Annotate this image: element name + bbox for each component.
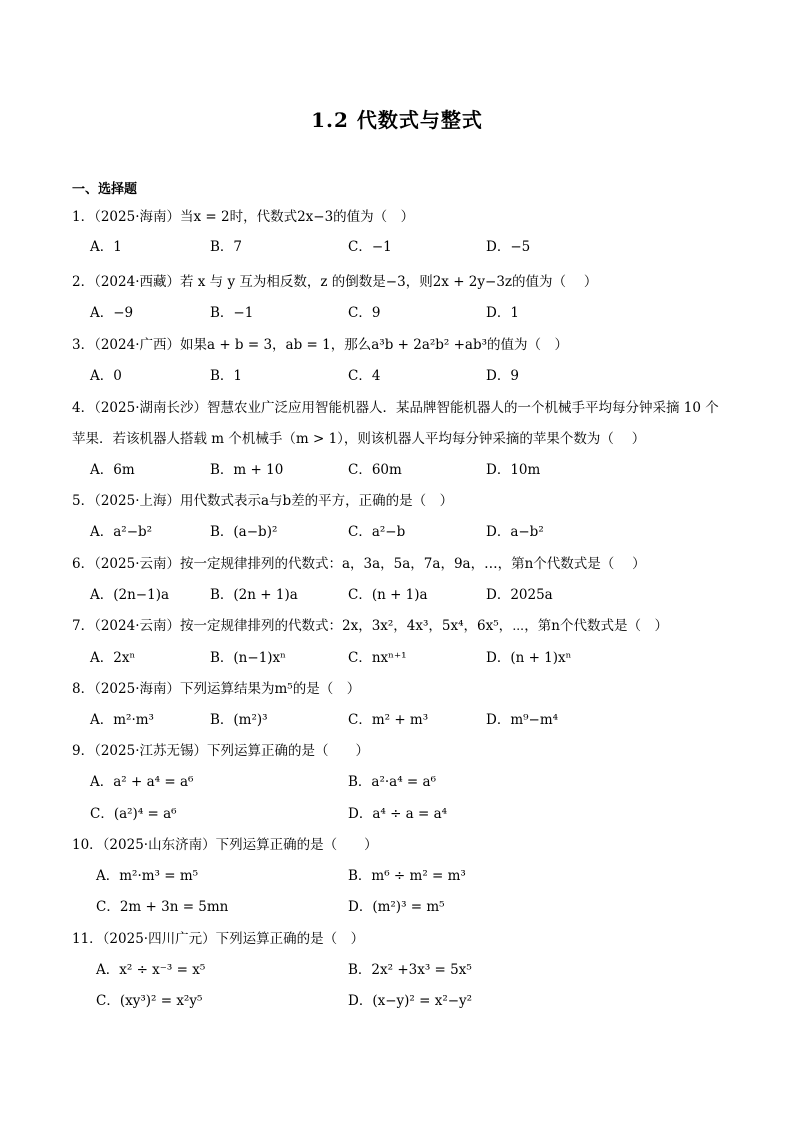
question-3-option-c: C．4	[348, 368, 381, 384]
question-3-option-b: B．1	[210, 368, 243, 384]
question-10-option-d: D．(m²)³ = m⁵	[348, 899, 445, 915]
question-11-option-b: B．2x² +3x³ = 5x⁵	[348, 962, 472, 978]
question-10-option-b: B．m⁶ ÷ m² = m³	[348, 868, 466, 884]
question-4-stem: 4．（2025·湖南长沙）智慧农业广泛应用智能机器人．某品牌智能机器人的一个机械手平均每分钟采摘 10 个	[72, 400, 719, 416]
question-10-option-c: C．2m + 3n = 5mn	[96, 899, 229, 915]
question-5-option-d: D．a−b²	[486, 524, 544, 540]
question-5-option-c: C．a²−b	[348, 524, 406, 540]
question-9-option-d: D．a⁴ ÷ a = a⁴	[348, 806, 448, 822]
question-7-option-c: C．nxⁿ⁺¹	[348, 650, 407, 666]
question-1-option-c: C．−1	[348, 239, 392, 255]
question-5-stem: 5．（2025·上海）用代数式表示a与b差的平方，正确的是（ ）	[72, 493, 454, 509]
question-9-option-c: C．(a²)⁴ = a⁶	[90, 806, 177, 822]
question-4-option-d: D．10m	[486, 462, 541, 478]
question-2-option-a: A．−9	[90, 305, 134, 321]
question-3-option-a: A．0	[90, 368, 122, 384]
question-4-stem-continued: 苹果．若该机器人搭载 m 个机械手（m > 1），则该机器人平均每分钟采摘的苹果个数为（ ）	[72, 431, 646, 447]
question-3-option-d: D．9	[486, 368, 519, 384]
question-3-stem: 3．（2024·广西）如果a + b = 3，ab = 1，那么a³b + 2a²b² +ab³的值为（ ）	[72, 337, 569, 353]
question-6-option-b: B．(2n + 1)a	[210, 587, 298, 603]
section-heading: 一、选择题	[72, 182, 138, 197]
question-9-option-b: B．a²·a⁴ = a⁶	[348, 774, 436, 790]
question-2-option-c: C．9	[348, 305, 381, 321]
question-8-option-c: C．m² + m³	[348, 712, 429, 728]
question-2-stem: 2．（2024·西藏）若 x 与 y 互为相反数，z 的倒数是−3，则2x + 2y−3z的值为（ ）	[72, 274, 598, 290]
question-1-option-a: A．1	[90, 239, 122, 255]
question-5-option-b: B．(a−b)²	[210, 524, 278, 540]
question-4-option-a: A．6m	[90, 462, 135, 478]
question-11-option-c: C．(xy³)² = x²y⁵	[96, 993, 203, 1009]
question-11-option-d: D．(x−y)² = x²−y²	[348, 993, 473, 1009]
question-8-stem: 8．（2025·海南）下列运算结果为m⁵的是（ ）	[72, 681, 361, 697]
question-4-option-b: B．m + 10	[210, 462, 284, 478]
question-9-option-a: A．a² + a⁴ = a⁶	[90, 774, 194, 790]
question-11-stem: 11．（2025·四川广元）下列运算正确的是（ ）	[72, 931, 365, 947]
question-4-option-c: C．60m	[348, 462, 402, 478]
question-7-option-b: B．(n−1)xⁿ	[210, 650, 287, 666]
question-6-option-d: D．2025a	[486, 587, 553, 603]
page-title: 1.2 代数式与整式	[311, 108, 483, 132]
question-6-option-c: C．(n + 1)a	[348, 587, 428, 603]
question-7-stem: 7．（2024·云南）按一定规律排列的代数式：2x，3x²，4x³，5x⁴，6x⁵，⋯，第n个代数式是（ ）	[72, 618, 668, 634]
question-8-option-b: B．(m²)³	[210, 712, 268, 728]
question-9-stem: 9．（2025·江苏无锡）下列运算正确的是（ ）	[72, 743, 369, 759]
question-7-option-a: A．2xⁿ	[90, 650, 136, 666]
question-7-option-d: D．(n + 1)xⁿ	[486, 650, 572, 666]
question-10-stem: 10．（2025·山东济南）下列运算正确的是（ ）	[72, 837, 378, 853]
question-5-option-a: A．a²−b²	[90, 524, 153, 540]
question-2-option-d: D．1	[486, 305, 519, 321]
question-8-option-d: D．m⁹−m⁴	[486, 712, 559, 728]
question-6-option-a: A．(2n−1)a	[90, 587, 170, 603]
question-1-stem: 1．（2025·海南）当x = 2时，代数式2x−3的值为（ ）	[72, 209, 415, 225]
question-10-option-a: A．m²·m³ = m⁵	[96, 868, 199, 884]
question-1-option-b: B．7	[210, 239, 243, 255]
question-11-option-a: A．x² ÷ x⁻³ = x⁵	[96, 962, 206, 978]
question-6-stem: 6．（2025·云南）按一定规律排列的代数式：a，3a，5a，7a，9a，…，第n个代数式是（ ）	[72, 556, 646, 572]
question-8-option-a: A．m²·m³	[90, 712, 154, 728]
question-1-option-d: D．−5	[486, 239, 531, 255]
question-2-option-b: B．−1	[210, 305, 254, 321]
